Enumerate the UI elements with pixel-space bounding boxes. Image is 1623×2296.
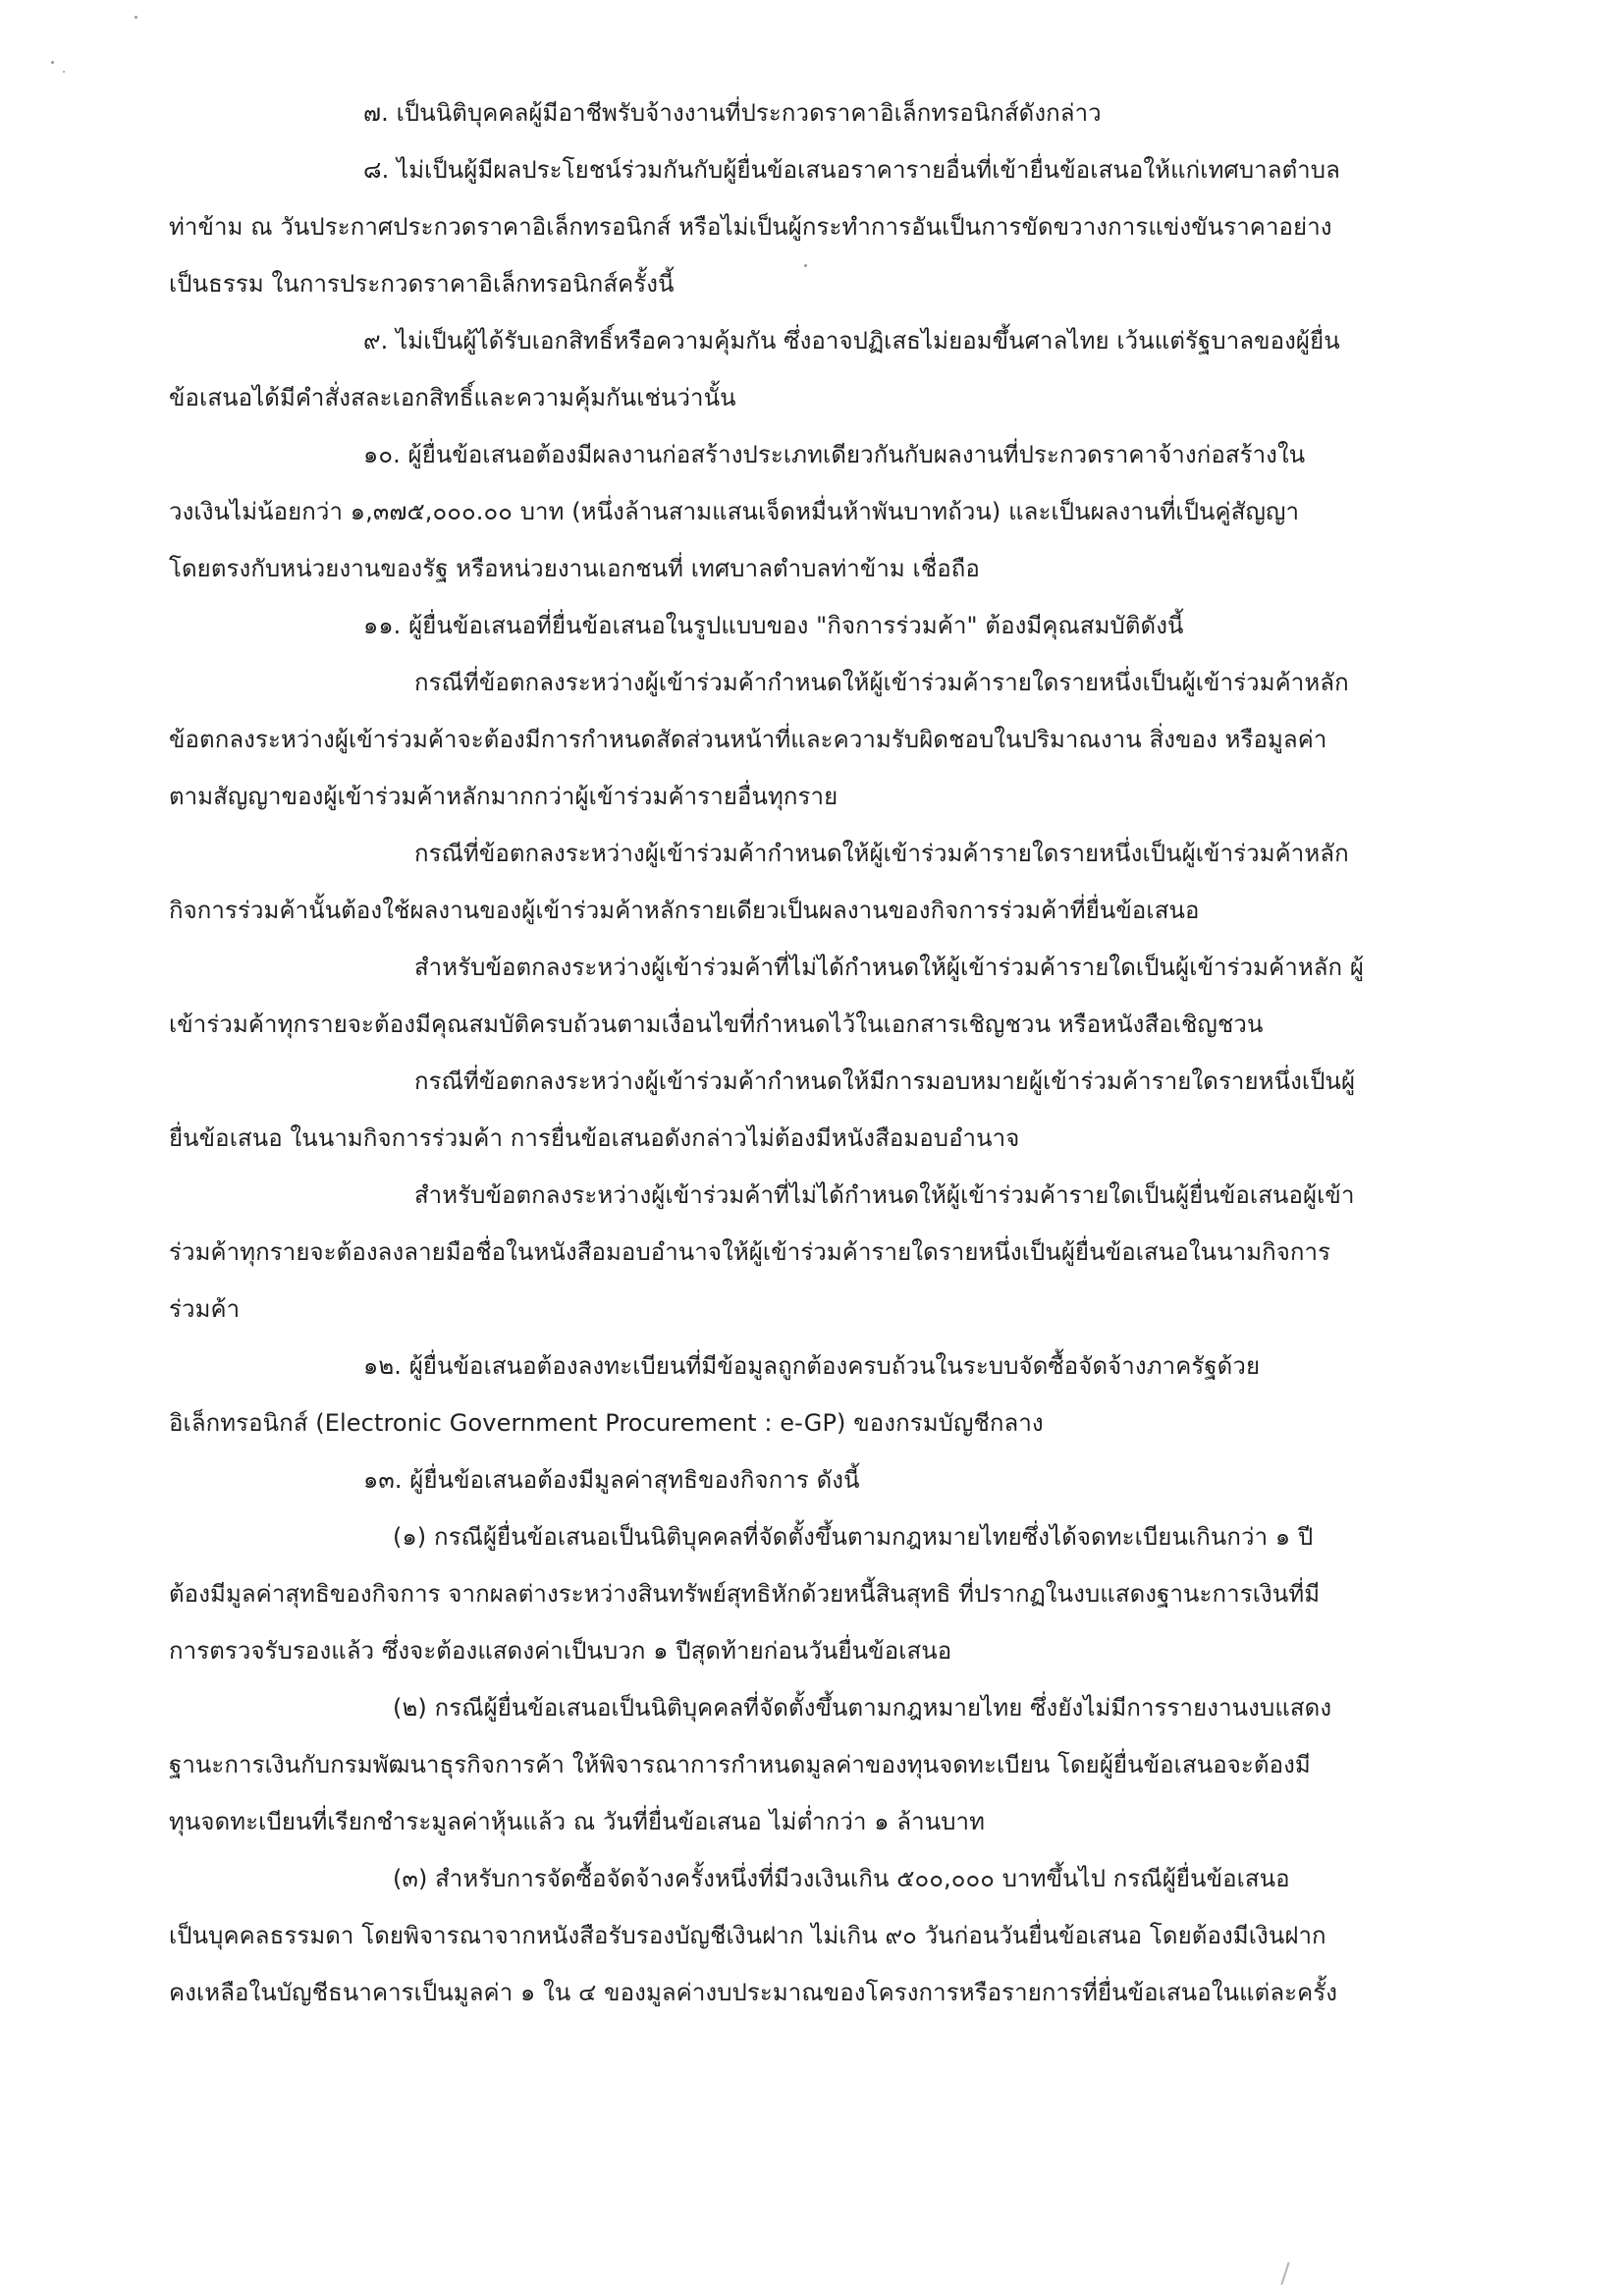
item-11-paragraph-c-line-2: เข้าร่วมค้าทุกรายจะต้องมีคุณสมบัติครบถ้วนตามเงื่อนไขที่กำหนดไว้ในเอกสารเชิญชวน หรือหนังสือเชิญชวน — [169, 1011, 1264, 1038]
item-13-sub-1-line-3: การตรวจรับรองแล้ว ซึ่งจะต้องแสดงค่าเป็นบวก ๑ ปีสุดท้ายก่อนวันยื่นข้อเสนอ — [169, 1637, 952, 1665]
item-8-line-2: ท่าข้าม ณ วันประกาศประกวดราคาอิเล็กทรอนิกส์ หรือไม่เป็นผู้กระทำการอันเป็นการขัดขวางการแข่งขันราคาอย่าง — [169, 213, 1332, 241]
item-8-line-3: เป็นธรรม ในการประกวดราคาอิเล็กทรอนิกส์ครั้งนี้ — [169, 270, 675, 298]
item-11-line-1: ๑๑. ผู้ยื่นข้อเสนอที่ยื่นข้อเสนอในรูปแบบของ "กิจการร่วมค้า" ต้องมีคุณสมบัติดังนี้ — [363, 612, 1184, 639]
scan-speck — [63, 71, 65, 73]
scan-speck — [135, 16, 137, 19]
item-8-line-1: ๘. ไม่เป็นผู้มีผลประโยชน์ร่วมกันกับผู้ยื่นข้อเสนอราคารายอื่นที่เข้ายื่นข้อเสนอให้แก่เทศบาลตำบล — [363, 156, 1340, 184]
scan-stroke-mark — [1280, 2262, 1289, 2284]
item-10-line-2: วงเงินไม่น้อยกว่า ๑,๓๗๕,๐๐๐.๐๐ บาท (หนึ่งล้านสามแสนเจ็ดหมื่นห้าพันบาทถ้วน) และเป็นผลงานที่เป็นคู่สัญญา — [169, 498, 1300, 525]
item-10-line-1: ๑๐. ผู้ยื่นข้อเสนอต้องมีผลงานก่อสร้างประเภทเดียวกันกับผลงานที่ประกวดราคาจ้างก่อสร้างใน — [363, 441, 1306, 468]
item-11-paragraph-a-line-3: ตามสัญญาของผู้เข้าร่วมค้าหลักมากกว่าผู้เข้าร่วมค้ารายอื่นทุกราย — [169, 783, 839, 810]
item-9-line-1: ๙. ไม่เป็นผู้ได้รับเอกสิทธิ์หรือความคุ้มกัน ซึ่งอาจปฏิเสธไม่ยอมขึ้นศาลไทย เว้นแต่รัฐบาลของผู้ยื่น — [363, 327, 1340, 355]
item-13-sub-3-line-3: คงเหลือในบัญชีธนาคารเป็นมูลค่า ๑ ใน ๔ ของมูลค่างบประมาณของโครงการหรือรายการที่ยื่นข้อเสนอในแต่ละครั้ง — [169, 1979, 1338, 2006]
scan-speck — [51, 61, 54, 64]
item-10-line-3: โดยตรงกับหน่วยงานของรัฐ หรือหน่วยงานเอกชนที่ เทศบาลตำบลท่าข้าม เชื่อถือ — [169, 555, 980, 582]
item-12-line-2: อิเล็กทรอนิกส์ (Electronic Government Procurement : e-GP) ของกรมบัญชีกลาง — [169, 1409, 1044, 1437]
item-11-paragraph-b-line-2: กิจการร่วมค้านั้นต้องใช้ผลงานของผู้เข้าร่วมค้าหลักรายเดียวเป็นผลงานของกิจการร่วมค้าที่ยื่นข้อเสนอ — [169, 897, 1200, 924]
item-11-paragraph-e-line-2: ร่วมค้าทุกรายจะต้องลงลายมือชื่อในหนังสือมอบอำนาจให้ผู้เข้าร่วมค้ารายใดรายหนึ่งเป็นผู้ยื่นข้อเสนอในนามกิจการ — [169, 1238, 1331, 1266]
item-13-sub-2-line-2: ฐานะการเงินกับกรมพัฒนาธุรกิจการค้า ให้พิจารณาการกำหนดมูลค่าของทุนจดทะเบียน โดยผู้ยื่นข้อเสนอจะต้องมี — [169, 1751, 1311, 1778]
item-9-line-2: ข้อเสนอได้มีคำสั่งสละเอกสิทธิ์และความคุ้มกันเช่นว่านั้น — [169, 384, 736, 411]
item-7-line-1: ๗. เป็นนิติบุคคลผู้มีอาชีพรับจ้างงานที่ประกวดราคาอิเล็กทรอนิกส์ดังกล่าว — [363, 99, 1102, 127]
item-11-paragraph-e-line-1: สำหรับข้อตกลงระหว่างผู้เข้าร่วมค้าที่ไม่ได้กำหนดให้ผู้เข้าร่วมค้ารายใดเป็นผู้ยื่นข้อเสนอผู้เข้า — [414, 1181, 1355, 1209]
item-11-paragraph-a-line-2: ข้อตกลงระหว่างผู้เข้าร่วมค้าจะต้องมีการกำหนดสัดส่วนหน้าที่และความรับผิดชอบในปริมาณงาน สิ่งของ หรือมูลค่า — [169, 726, 1327, 753]
item-13-sub-2-line-3: ทุนจดทะเบียนที่เรียกชำระมูลค่าหุ้นแล้ว ณ วันที่ยื่นข้อเสนอ ไม่ต่ำกว่า ๑ ล้านบาท — [169, 1808, 986, 1835]
document-body — [169, 84, 1463, 2021]
item-11-paragraph-d-line-2: ยื่นข้อเสนอ ในนามกิจการร่วมค้า การยื่นข้อเสนอดังกล่าวไม่ต้องมีหนังสือมอบอำนาจ — [169, 1124, 1020, 1152]
item-11-paragraph-e-line-3: ร่วมค้า — [169, 1295, 241, 1323]
item-13-line-1: ๑๓. ผู้ยื่นข้อเสนอต้องมีมูลค่าสุทธิของกิจการ ดังนี้ — [363, 1466, 860, 1494]
item-12-line-1: ๑๒. ผู้ยื่นข้อเสนอต้องลงทะเบียนที่มีข้อมูลถูกต้องครบถ้วนในระบบจัดซื้อจัดจ้างภาครัฐด้วย — [363, 1352, 1261, 1380]
item-13-sub-1-line-1: (๑) กรณีผู้ยื่นข้อเสนอเป็นนิติบุคคลที่จัดตั้งขึ้นตามกฎหมายไทยซึ่งได้จดทะเบียนเกินกว่า ๑ ปี — [393, 1523, 1314, 1551]
item-11-paragraph-d-line-1: กรณีที่ข้อตกลงระหว่างผู้เข้าร่วมค้ากำหนดให้มีการมอบหมายผู้เข้าร่วมค้ารายใดรายหนึ่งเป็นผู้ — [414, 1067, 1356, 1095]
item-13-sub-3-line-1: (๓) สำหรับการจัดซื้อจัดจ้างครั้งหนึ่งที่มีวงเงินเกิน ๕๐๐,๐๐๐ บาทขึ้นไป กรณีผู้ยื่นข้อเสนอ — [393, 1865, 1290, 1892]
item-11-paragraph-c-line-1: สำหรับข้อตกลงระหว่างผู้เข้าร่วมค้าที่ไม่ได้กำหนดให้ผู้เข้าร่วมค้ารายใดเป็นผู้เข้าร่วมค้าหลัก ผู้ — [414, 954, 1365, 981]
item-13-sub-2-line-1: (๒) กรณีผู้ยื่นข้อเสนอเป็นนิติบุคคลที่จัดตั้งขึ้นตามกฎหมายไทย ซึ่งยังไม่มีการรายงานงบแสดง — [393, 1694, 1332, 1722]
item-13-sub-3-line-2: เป็นบุคคลธรรมดา โดยพิจารณาจากหนังสือรับรองบัญชีเงินฝาก ไม่เกิน ๙๐ วันก่อนวันยื่นข้อเสนอ โดยต้องมีเงินฝาก — [169, 1922, 1326, 1949]
item-11-paragraph-b-line-1: กรณีที่ข้อตกลงระหว่างผู้เข้าร่วมค้ากำหนดให้ผู้เข้าร่วมค้ารายใดรายหนึ่งเป็นผู้เข้าร่วมค้าหลัก — [414, 840, 1349, 867]
item-13-sub-1-line-2: ต้องมีมูลค่าสุทธิของกิจการ จากผลต่างระหว่างสินทรัพย์สุทธิหักด้วยหนี้สินสุทธิ ที่ปรากฏในงบแสดงฐานะการเงินที่มี — [169, 1580, 1321, 1608]
item-11-paragraph-a-line-1: กรณีที่ข้อตกลงระหว่างผู้เข้าร่วมค้ากำหนดให้ผู้เข้าร่วมค้ารายใดรายหนึ่งเป็นผู้เข้าร่วมค้าหลัก — [414, 669, 1349, 696]
